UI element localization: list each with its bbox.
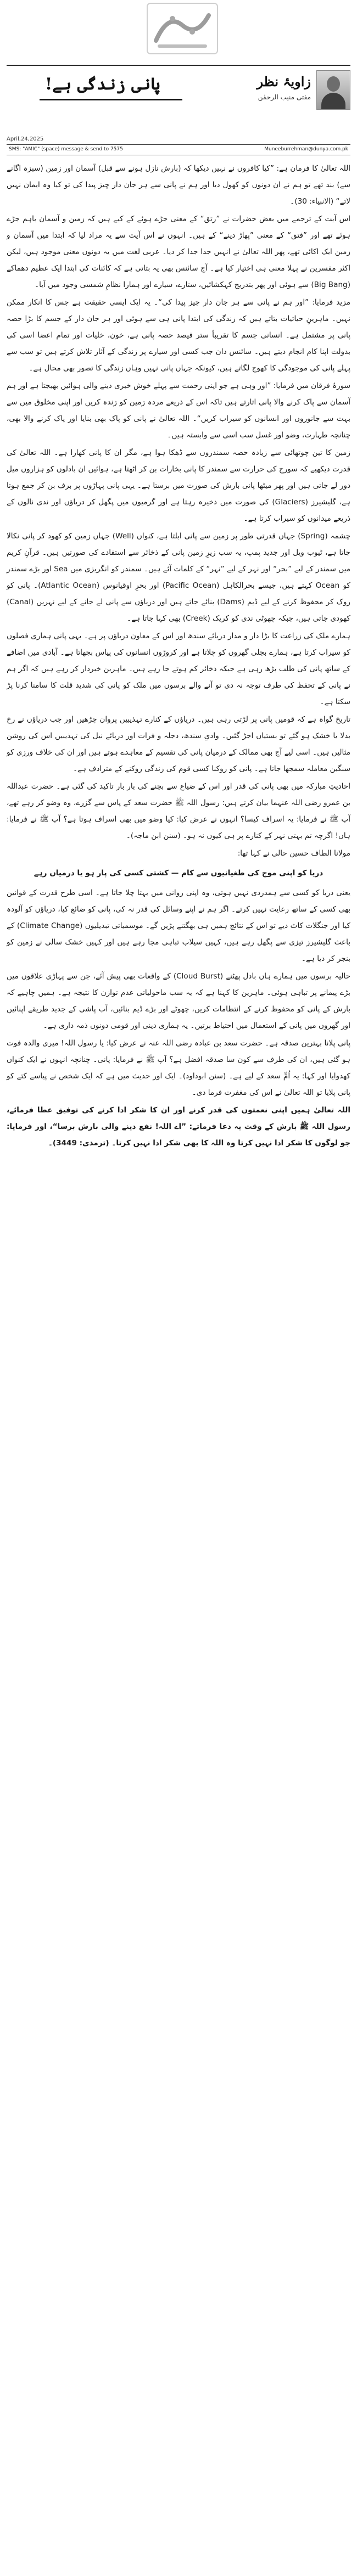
author-name: مفتی منیب الرحمٰن [258, 93, 311, 101]
author-portrait [316, 70, 350, 110]
paragraph: حالیہ برسوں میں ہمارے ہاں بادل پھٹنے (Cloud Burst) کے واقعات بھی پیش آئے، جن سے پہاڑی علاقوں میں بڑے پیمانے پر تباہی ہوئی۔ ماہرین کا کہنا ہے کہ یہ سب ماحولیاتی عدم توازن کا نتیجہ ہے۔ ہمیں چاہیے کہ بارش کے پانی کو محفوظ کرنے کے انتظامات کریں، چھوٹے اور بڑے ڈیم بنائیں، آب پاشی کے جدید طریقے اپنائیں اور گھروں میں پانی کے استعمال میں احتیاط برتیں۔ یہ ہماری دینی اور قومی دونوں ذمہ داری ہے۔ [7, 972, 350, 1030]
poetry-verse: دریا کو اپنی موج کی طغیانیوں سے کام — کشتی کسی کی پار ہو یا درمیاں رہے [34, 869, 323, 878]
paragraph: احادیثِ مبارکہ میں بھی پانی کی قدر اور اس کے ضیاع سے بچنے کی بار بار تاکید کی گئی ہے۔ حضرت عبداللہ بن عمرو رضی اللہ عنہما بیان کرتے ہیں: رسول اللہ ﷺ حضرت سعد کے پاس سے گزرے، وہ وضو کر رہے تھے، آپ ﷺ نے فرمایا: یہ اسراف کیسا؟ انہوں نے عرض کیا: کیا وضو میں بھی اسراف ہوتا ہے؟ آپ ﷺ نے فرمایا: ہاں! اگرچہ تم بہتی نہر کے کنارے پر ہی کیوں نہ ہو۔ (سنن ابن ماجہ)۔ [7, 782, 350, 840]
newspaper-masthead [0, 0, 357, 67]
masthead-divider [7, 65, 350, 66]
paragraph: یعنی دریا کو کسی سے ہمدردی نہیں ہوتی، وہ اپنی روانی میں بہتا چلا جاتا ہے۔ اسی طرح قدرت کے قوانین بھی کسی کے ساتھ رعایت نہیں کرتے۔ اگر ہم نے اپنے وسائل کی قدر نہ کی، پانی کو ضائع کیا، دریاؤں کو آلودہ کیا اور جنگلات کاٹ دیے تو اس کے نتائج ہمیں ہی بھگتنے پڑیں گے۔ موسمیاتی تبدیلیوں (Climate Change) کے باعث گلیشیرز تیزی سے پگھل رہے ہیں، کہیں سیلاب تباہی مچا رہے ہیں اور کہیں خشک سالی نے زمین کو بنجر کر دیا ہے۔ [7, 888, 350, 963]
paragraph: زمین کا تین چوتھائی سے زیادہ حصہ سمندروں سے ڈھکا ہوا ہے، مگر ان کا پانی کھارا ہے۔ اللہ تعالیٰ کی قدرت دیکھیے کہ سورج کی حرارت سے سمندر کا پانی بخارات بن کر اٹھتا ہے، ہوائیں ان بادلوں کو ہزاروں میل دور لے جاتی ہیں اور پھر میٹھا پانی بارش کی صورت میں برستا ہے۔ یہی پانی پہاڑوں پر برف بن کر جمع ہوتا ہے، گلیشیرز (Glaciers) کی صورت میں ذخیرہ رہتا ہے اور گرمیوں میں پگھل کر دریاؤں اور ندی نالوں کے ذریعے میدانوں کو سیراب کرتا ہے۔ [7, 448, 350, 523]
paragraph: چشمہ (Spring) جہاں قدرتی طور پر زمین سے پانی ابلتا ہے، کنواں (Well) جہاں زمین کو کھود کر پانی نکالا جاتا ہے، ٹیوب ویل اور جدید پمپ، یہ سب زیرِ زمین پانی کے ذخائر سے استفادے کی صورتیں ہیں۔ قرآنِ کریم میں سمندر کے لیے ”بحر“ اور نہر کے لیے ”نہر“ کے کلمات آئے ہیں۔ سمندر کو انگریزی میں Sea اور بڑے سمندر کو Ocean کہتے ہیں، جیسے بحرالکاہل (Pacific Ocean) اور بحرِ اوقیانوس (Atlantic Ocean)۔ پانی کو روک کر محفوظ کرنے کے لیے ڈیم (Dams) بنائے جاتے ہیں اور دریاؤں سے پانی لے جانے کے لیے نہریں (Canal) کھودی جاتی ہیں، جبکہ چھوٹی ندی کو کریک (Creek) بھی کہا جاتا ہے۔ [7, 532, 351, 623]
author-email[interactable]: Muneeburrehman@dunya.com.pk [264, 147, 348, 152]
paragraph: اس آیت کے ترجمے میں بعض حضرات نے ”رتق“ کے معنی جڑے ہوئے کے کیے ہیں کہ زمین و آسمان باہم جڑے ہوئے تھے اور ”فتق“ کے معنی ”پھاڑ دینے“ کے ہیں۔ انہوں نے اس آیت سے یہ مراد لیا کہ ابتدا میں آسمان و زمین ایک اکائی تھے، پھر اللہ تعالیٰ نے انہیں جدا جدا کر دیا۔ عربی لغت میں یہ دونوں معنی موجود ہیں، لیکن اکثر مفسرین نے پہلا معنی ہی اختیار کیا ہے۔ آج سائنس بھی یہ بتاتی ہے کہ کائنات کی ابتدا ایک عظیم دھماکے (Big Bang) سے ہوئی اور پھر بتدریج کہکشائیں، ستارے، سیارے اور ہمارا نظامِ شمسی وجود میں آیا۔ [7, 215, 350, 289]
paragraph: تاریخ گواہ ہے کہ قومیں پانی پر لڑتی رہی ہیں۔ دریاؤں کے کنارے تہذیبیں پروان چڑھیں اور جب دریاؤں نے رخ بدلا یا خشک ہو گئے تو بستیاں اجڑ گئیں۔ وادیِ سندھ، دجلہ و فرات اور دریائے نیل کی تہذیبیں اس کی روشن مثالیں ہیں۔ اسی لیے آج بھی ممالک کے درمیان پانی کی تقسیم کے معاہدے ہوتے ہیں اور ان کی خلاف ورزی کو سنگین معاملہ سمجھا جاتا ہے۔ پانی کو روکنا کسی قوم کی زندگی روکنے کے مترادف ہے۔ [7, 715, 350, 773]
paragraph: مزید فرمایا: ”اور ہم نے پانی سے ہر جان دار چیز پیدا کی“۔ یہ ایک ایسی حقیقت ہے جس کا انکار ممکن نہیں۔ ماہرینِ حیاتیات بتاتے ہیں کہ زندگی کی ابتدا پانی ہی سے ہوئی اور ہر جان دار کے جسم کا بڑا حصہ پانی پر مشتمل ہے۔ انسانی جسم کا تقریباً ستر فیصد حصہ پانی ہے، خون، خلیات اور تمام اعضا اسی کی بدولت اپنا کام انجام دیتے ہیں۔ سائنس دان جب کسی اور سیارے پر زندگی کے آثار تلاش کرتے ہیں تو سب سے پہلے پانی کی موجودگی کا کھوج لگاتے ہیں، کیونکہ جہاں پانی نہیں وہاں زندگی کا تصور بھی محال ہے۔ [7, 298, 350, 373]
closing-paragraph: اللہ تعالیٰ ہمیں اپنی نعمتوں کی قدر کرنے اور ان کا شکر ادا کرنے کی توفیق عطا فرمائے، رسول اللہ ﷺ بارش کے وقت یہ دعا فرماتے: ”اے اللہ! نفع دینے والی بارش برسا“، اور فرمایا: جو لوگوں کا شکر ادا نہیں کرتا وہ اللہ کا بھی شکر ادا نہیں کرتا۔ (ترمذی: 3449)۔ [7, 1106, 350, 1148]
paragraph: سورۂ فرقان میں فرمایا: ”اور وہی ہے جو اپنی رحمت سے پہلے خوش خبری دینے والی ہوائیں بھیجتا ہے اور ہم آسمان سے پاک کرنے والا پانی اتارتے ہیں تاکہ اس کے ذریعے مردہ زمین کو زندہ کریں اور اپنی مخلوق میں سے بہت سے جانوروں اور انسانوں کو سیراب کریں“۔ اللہ تعالیٰ نے پانی کو پاک بھی بنایا اور پاک کرنے والا بھی، چنانچہ طہارت، وضو اور غسل سب اسی سے وابستہ ہیں۔ [7, 381, 350, 440]
article-body [7, 160, 350, 2569]
column-name: زاویۂ نظر [256, 74, 311, 89]
column-header [7, 70, 350, 131]
article-headline: پانی زندگی ہے! [45, 75, 160, 94]
sms-instruction: SMS: "AMIC" (space) message & send to 7575 [9, 147, 123, 152]
paragraph: اللہ تعالیٰ کا فرمان ہے: ”کیا کافروں نے نہیں دیکھا کہ (بارش نازل ہونے سے قبل) آسمان اور زمین (سبزہ اگانے سے) بند تھے تو ہم نے ان دونوں کو کھول دیا اور ہم نے پانی سے ہر جان دار چیز پیدا کی تو کیا وہ ایمان نہیں لاتے“ (الانبیاء: 30)۔ [7, 164, 350, 206]
paragraph: مولانا الطاف حسین حالی نے کہا تھا: [237, 849, 350, 858]
contact-bar [7, 144, 350, 155]
publish-date: April,24,2025 [7, 136, 44, 142]
paragraph: پانی پلانا بہترین صدقہ ہے۔ حضرت سعد بن عبادہ رضی اللہ عنہ نے عرض کیا: یا رسول اللہ! میری والدہ فوت ہو گئی ہیں، ان کی طرف سے کون سا صدقہ افضل ہے؟ آپ ﷺ نے فرمایا: پانی۔ چنانچہ انہوں نے ایک کنواں کھدوایا اور کہا: یہ اُمِّ سعد کے لیے ہے۔ (سنن ابوداود)۔ ایک اور حدیث میں ہے کہ ایک شخص نے پیاسے کتے کو پانی پلایا تو اللہ تعالیٰ نے اس کی مغفرت فرما دی۔ [7, 1039, 350, 1097]
paragraph: ہمارے ملک کی زراعت کا بڑا دار و مدار دریائے سندھ اور اس کے معاون دریاؤں پر ہے۔ یہی پانی ہماری فصلوں کو سیراب کرتا ہے، ہمارے بجلی گھروں کو چلاتا ہے اور کروڑوں انسانوں کی پیاس بجھاتا ہے۔ آبادی میں اضافے کے ساتھ پانی کی طلب بڑھ رہی ہے جبکہ ذخائر کم ہوتے جا رہے ہیں۔ ماہرین خبردار کر رہے ہیں کہ اگر ہم نے پانی کے تحفظ کی طرف توجہ نہ دی تو آنے والے برسوں میں ملک کو پانی کی شدید قلت کا سامنا کرنا پڑ سکتا ہے۔ [7, 632, 350, 706]
dunya-logo [146, 2, 219, 55]
headline-underline [40, 99, 182, 100]
